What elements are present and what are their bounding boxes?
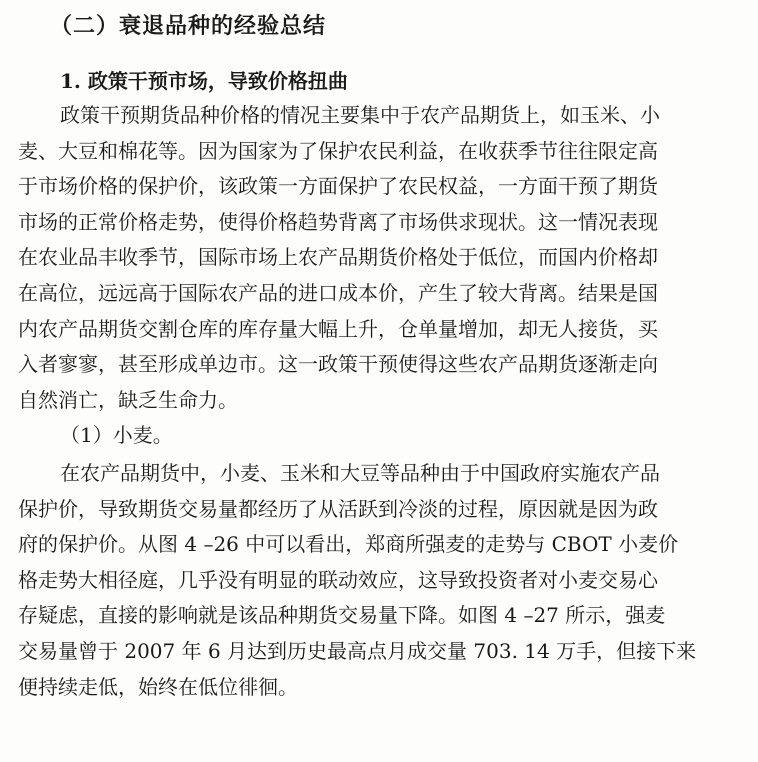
paragraph-line: 在高位，远远高于国际农产品的进口成本价，产生了较大背离。结果是国	[18, 280, 658, 305]
sub-item-wheat: （1）小麦。	[60, 423, 173, 448]
paragraph-line: 在农产品期货中，小麦、玉米和大豆等品种由于中国政府实施农产品	[60, 460, 660, 485]
paragraph-line: 麦、大豆和棉花等。因为国家为了保护农民利益，在收获季节往往限定高	[18, 138, 658, 163]
paragraph-line: 市场的正常价格走势，使得价格趋势背离了市场供求现状。这一情况表现	[18, 209, 658, 234]
paragraph-line: 便持续走低，始终在低位徘徊。	[18, 674, 298, 699]
subheading: 1. 政策干预市场，导致价格扭曲	[60, 69, 348, 93]
paragraph-wheat	[18, 456, 746, 705]
paragraph-line: 内农产品期货交割仓库的库存量大幅上升，仓单量增加，却无人接货，买	[18, 316, 658, 341]
paragraph-line: 存疑虑，直接的影响就是该品种期货交易量下降。如图 4 –27 所示，强麦	[18, 603, 666, 628]
paragraph-line: 入者寥寥，甚至形成单边市。这一政策干预使得这些农产品期货逐渐走向	[18, 352, 658, 377]
paragraph-line: 自然消亡，缺乏生命力。	[18, 387, 238, 412]
paragraph-line: 府的保护价。从图 4 –26 中可以看出，郑商所强麦的走势与 CBOT 小麦价	[18, 532, 679, 557]
paragraph-line: 于市场价格的保护价，该政策一方面保护了农民权益，一方面干预了期货	[18, 174, 658, 199]
paragraph-line: 格走势大相径庭，几乎没有明显的联动效应，这导致投资者对小麦交易心	[18, 567, 658, 592]
paragraph-line: 政策干预期货品种价格的情况主要集中于农产品期货上，如玉米、小	[60, 103, 660, 127]
paragraph-policy-intervention	[18, 98, 746, 418]
paragraph-line: 在农业品丰收季节，国际市场上农产品期货价格处于低位，而国内价格却	[18, 245, 658, 270]
paragraph-line: 保护价，导致期货交易量都经历了从活跃到冷淡的过程，原因就是因为政	[18, 496, 658, 521]
section-title: （二）衰退品种的经验总结	[50, 14, 327, 39]
paragraph-line: 交易量曾于 2007 年 6 月达到历史最高点月成交量 703. 14 万手，但接下来	[18, 638, 697, 663]
